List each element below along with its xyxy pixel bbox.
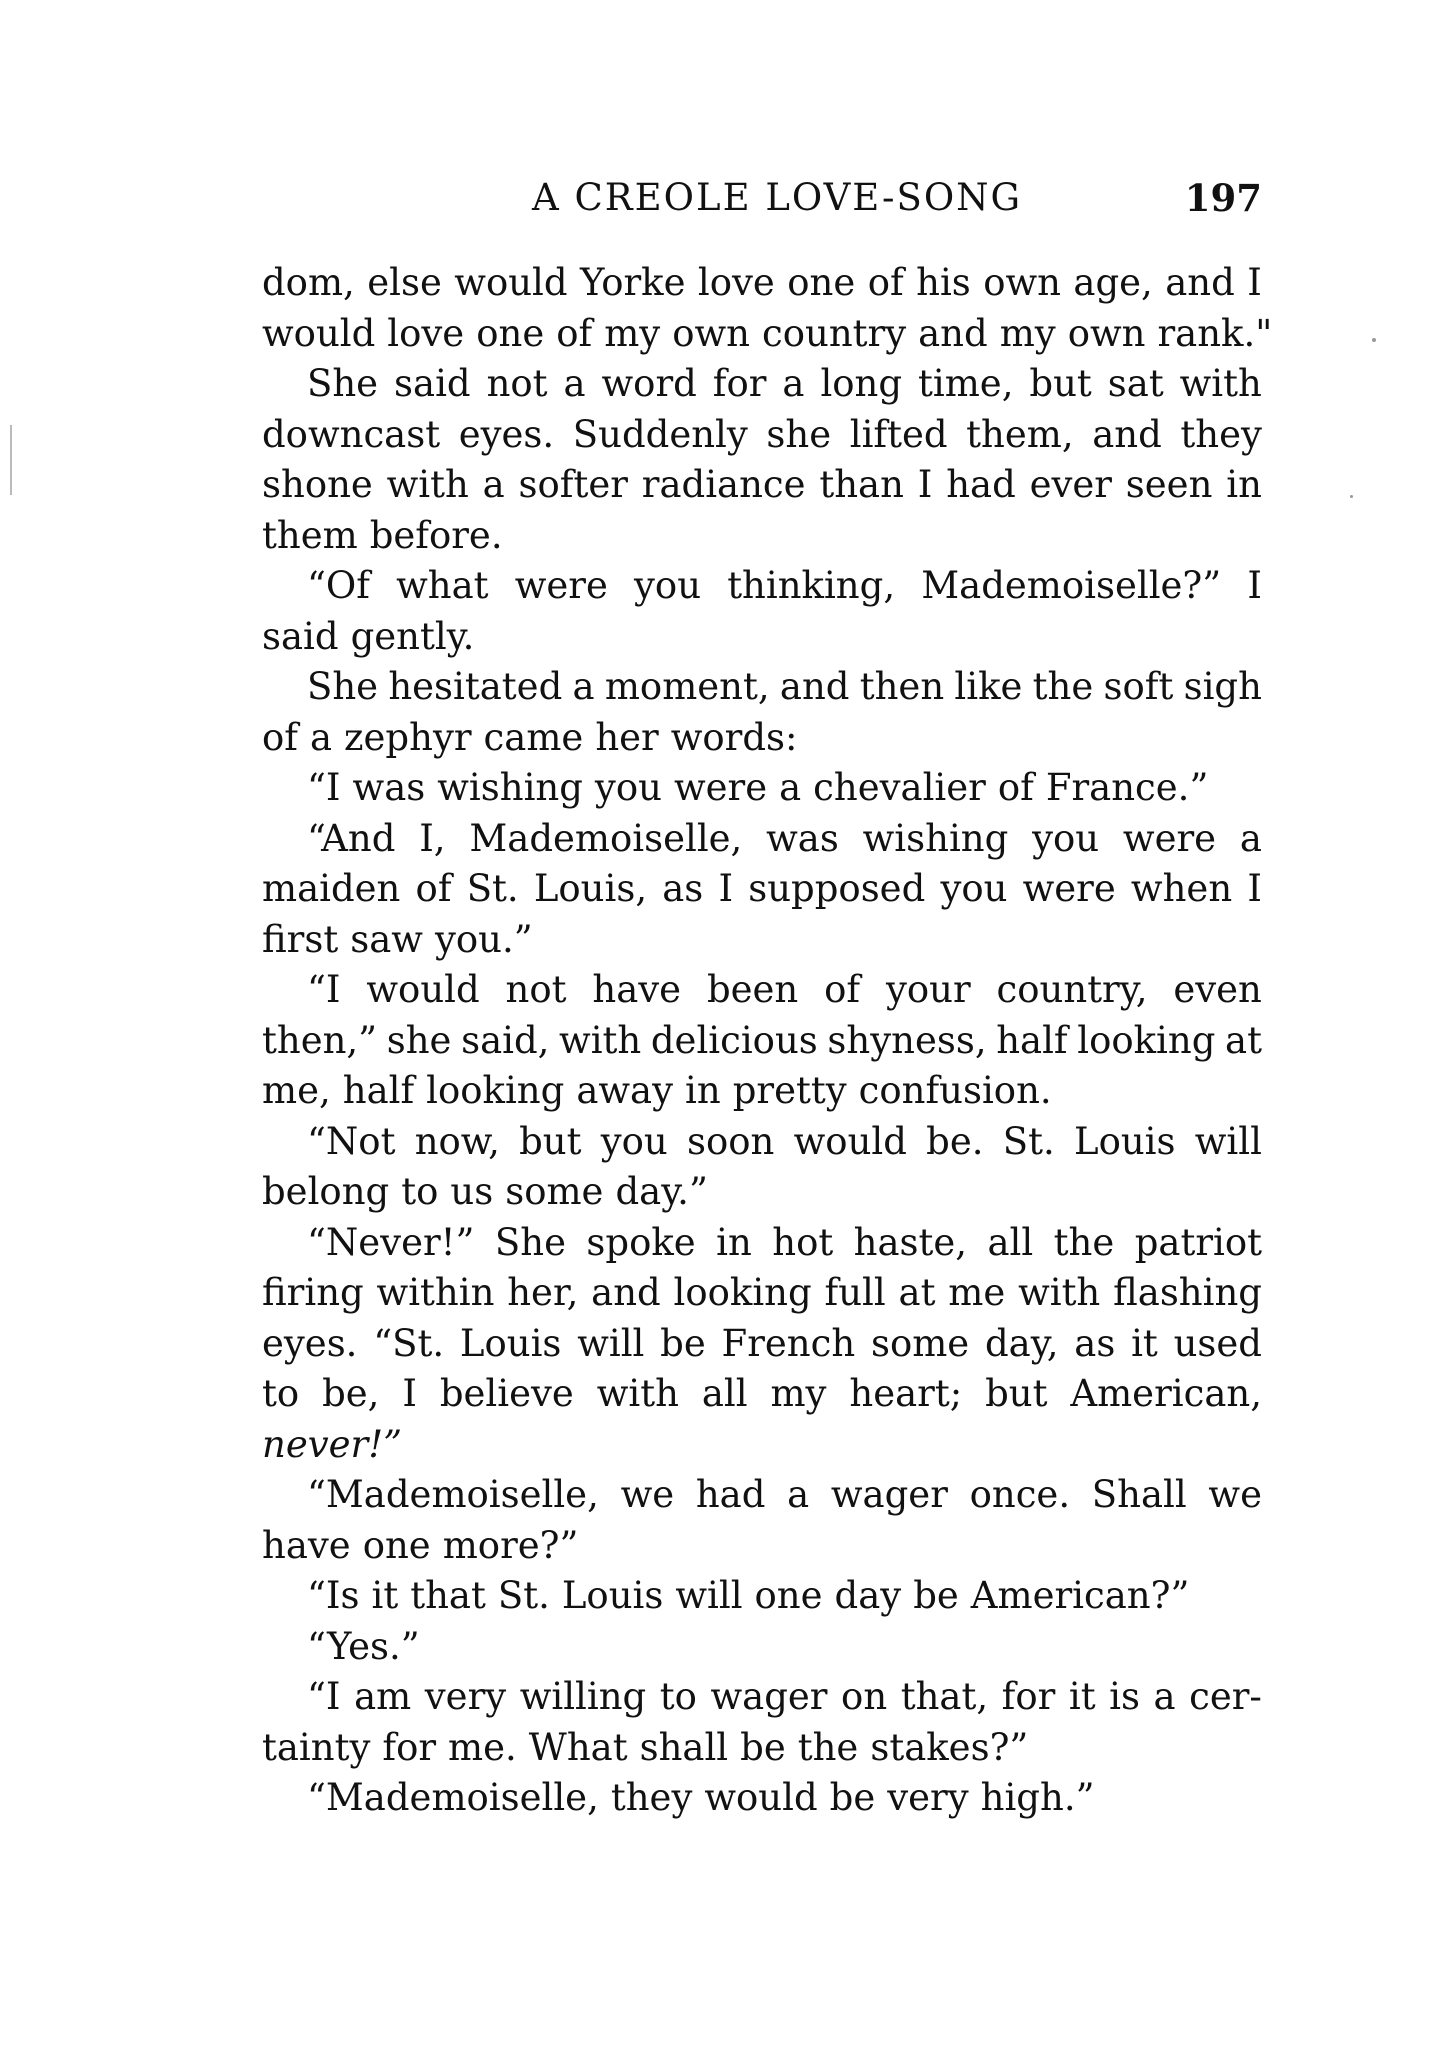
word: I — [402, 1372, 417, 1415]
word: “Yes.” — [307, 1624, 420, 1668]
word: I — [1247, 867, 1262, 910]
word: even — [1173, 968, 1262, 1011]
word: Louis — [459, 1321, 562, 1365]
word: they — [1180, 412, 1262, 456]
word: day — [834, 1574, 902, 1617]
word: them, — [966, 412, 1074, 456]
word: She — [307, 362, 379, 405]
text-line — [262, 662, 1262, 713]
word: love — [697, 261, 775, 304]
text-line — [262, 1622, 1262, 1673]
word: day, — [984, 1321, 1059, 1365]
word: What — [528, 1725, 628, 1769]
word: to — [262, 1372, 300, 1415]
word: now, — [414, 1119, 500, 1163]
word: you — [600, 1119, 668, 1163]
word: one — [476, 311, 545, 355]
word: own — [672, 311, 750, 355]
word: were — [673, 766, 768, 809]
word: “I — [307, 766, 341, 809]
word: Louis — [1074, 1119, 1176, 1163]
word: some — [505, 1170, 604, 1213]
word: for — [1001, 1675, 1056, 1718]
word: and — [918, 311, 988, 355]
word: you — [940, 867, 1008, 910]
word: haste, — [853, 1220, 968, 1264]
word: they — [610, 1776, 693, 1819]
text-line — [262, 1672, 1262, 1723]
word: never!” — [262, 1422, 402, 1466]
word: seen — [1125, 463, 1213, 506]
word: on — [841, 1675, 888, 1718]
word: my — [770, 1372, 827, 1415]
word: Mademoiselle, — [469, 816, 743, 860]
word: be — [740, 1725, 786, 1769]
word: downcast — [262, 412, 441, 456]
word: she — [766, 412, 832, 456]
word: a — [1239, 816, 1262, 860]
word: was — [766, 816, 839, 860]
word: will — [1194, 1119, 1262, 1163]
word: her — [595, 715, 659, 759]
word: confusion. — [858, 1069, 1052, 1112]
text-line — [262, 1420, 1262, 1471]
word: St. — [1002, 1119, 1055, 1163]
word: was — [352, 766, 426, 809]
word: shone — [262, 463, 373, 506]
word: us — [450, 1170, 494, 1213]
word: I — [917, 463, 933, 506]
word: would — [366, 968, 480, 1011]
word: “Not — [307, 1119, 396, 1163]
text-line — [262, 915, 1262, 966]
word: of — [415, 867, 452, 910]
word: me. — [448, 1725, 517, 1769]
word: a — [482, 463, 505, 506]
word: the — [1053, 1220, 1115, 1264]
word: soon — [687, 1119, 775, 1163]
word: She — [307, 665, 379, 708]
word: a — [779, 766, 802, 809]
word: came — [483, 715, 584, 759]
word: the — [797, 1725, 859, 1769]
word: half — [996, 1018, 1068, 1062]
word: believe — [439, 1372, 574, 1415]
word: of — [262, 715, 298, 759]
word: American?” — [970, 1574, 1190, 1617]
word: country — [762, 311, 907, 355]
word: sat — [1107, 362, 1164, 405]
word: for — [712, 362, 767, 405]
word: but — [1029, 362, 1092, 405]
word: then — [859, 665, 945, 708]
word: high.” — [980, 1776, 1095, 1819]
word: not — [505, 968, 567, 1011]
text-line — [262, 1218, 1262, 1269]
word: them — [262, 513, 358, 557]
text-line — [262, 1117, 1262, 1168]
word: tainty — [262, 1725, 371, 1769]
word: hot — [772, 1220, 834, 1264]
word: softer — [518, 463, 628, 506]
word: some — [870, 1321, 970, 1365]
word: “And — [307, 816, 396, 860]
word: rank." — [1157, 311, 1273, 355]
word: what — [396, 564, 489, 607]
text-line — [262, 1268, 1262, 1319]
word: looking — [426, 1069, 565, 1112]
text-line — [262, 1723, 1262, 1774]
word: long — [820, 362, 903, 405]
word: eyes. — [458, 412, 555, 456]
word: in — [716, 1220, 752, 1264]
word: flashing — [1113, 1271, 1262, 1314]
word: as — [662, 867, 704, 910]
word: one — [754, 1574, 823, 1617]
word: were — [1122, 816, 1217, 860]
word: Suddenly — [572, 412, 748, 456]
word: I — [1247, 564, 1262, 607]
word: willing — [519, 1675, 647, 1718]
word: I — [718, 867, 734, 910]
text-line — [262, 1470, 1262, 1521]
word: gently. — [350, 614, 475, 658]
word: time, — [918, 362, 1014, 405]
word: a — [787, 1473, 810, 1516]
word: full — [824, 1271, 886, 1314]
word: zephyr — [344, 715, 472, 759]
word: said — [394, 362, 471, 405]
word: “I — [307, 1675, 341, 1718]
word: you — [1032, 816, 1100, 860]
running-title: A CREOLE LOVE-SONG — [532, 176, 1023, 219]
word: but — [519, 1119, 582, 1163]
text-line — [262, 864, 1262, 915]
word: lifted — [849, 412, 948, 456]
word: before. — [369, 513, 503, 557]
word: we — [1208, 1473, 1262, 1516]
text-line — [262, 1016, 1262, 1067]
word: word — [601, 362, 697, 405]
word: than — [819, 463, 904, 506]
word: used — [1173, 1321, 1262, 1365]
word: Yorke — [580, 261, 686, 304]
word: at — [898, 1271, 936, 1314]
word: the — [1032, 665, 1094, 708]
word: very — [887, 1776, 969, 1819]
word: been — [706, 968, 799, 1011]
word: Louis — [561, 1574, 664, 1617]
text-line — [262, 359, 1262, 410]
word: had — [946, 463, 1016, 506]
word: wager — [710, 1675, 828, 1718]
word: a — [563, 362, 586, 405]
word: “Mademoiselle, — [307, 1473, 599, 1516]
word: her, — [507, 1271, 579, 1314]
text-line — [262, 814, 1262, 865]
word: to — [401, 1170, 439, 1213]
word: your — [885, 968, 971, 1011]
word: that — [410, 1574, 486, 1617]
word: will — [675, 1574, 743, 1617]
word: one — [787, 261, 856, 304]
word: “Mademoiselle, — [307, 1776, 599, 1819]
word: said, — [461, 1018, 550, 1062]
word: at — [1225, 1018, 1262, 1062]
word: away — [576, 1069, 674, 1112]
word: would — [793, 1119, 907, 1163]
word: all — [987, 1220, 1034, 1264]
text-line — [262, 309, 1273, 360]
word: would — [454, 261, 568, 304]
scan-speck — [1372, 338, 1376, 342]
word: saw — [350, 917, 423, 961]
word: very — [424, 1675, 507, 1718]
word: with — [386, 463, 469, 506]
word: “Of — [307, 564, 370, 607]
word: my — [604, 311, 661, 355]
word: would — [704, 1776, 818, 1819]
word: She — [494, 1220, 566, 1264]
word: France.” — [1045, 766, 1209, 809]
word: Shall — [1091, 1473, 1187, 1516]
word: country, — [996, 968, 1148, 1011]
word: supposed — [748, 867, 926, 910]
word: for — [382, 1725, 437, 1769]
word: else — [367, 261, 442, 304]
word: am — [354, 1675, 412, 1718]
word: it — [1131, 1321, 1158, 1365]
word: have — [262, 1523, 351, 1567]
word: we — [620, 1473, 675, 1516]
word: were — [1022, 867, 1116, 910]
word: is — [1109, 1675, 1140, 1718]
word: of — [997, 766, 1034, 809]
word: more?” — [442, 1523, 579, 1567]
word: you — [634, 564, 702, 607]
word: it — [1068, 1675, 1096, 1718]
word: first — [262, 917, 339, 961]
word: chevalier — [813, 766, 986, 809]
word: in — [1226, 463, 1262, 506]
word: like — [954, 665, 1023, 708]
word: were — [514, 564, 608, 607]
word: stakes?” — [870, 1725, 1029, 1769]
word: as — [1074, 1321, 1116, 1365]
text-line — [262, 1167, 1262, 1218]
word: American, — [1070, 1372, 1262, 1415]
word: Mademoiselle?” — [921, 564, 1222, 607]
word: me — [948, 1271, 1006, 1314]
word: with — [1018, 1271, 1101, 1314]
word: “Never!” — [307, 1220, 475, 1264]
word: a — [1153, 1675, 1176, 1718]
word: it — [371, 1574, 399, 1617]
text-line — [262, 1319, 1262, 1370]
word: firing — [262, 1271, 364, 1314]
word: eyes. — [262, 1321, 358, 1365]
word: be, — [322, 1372, 380, 1415]
running-header — [262, 176, 1262, 226]
word: sigh — [1183, 665, 1262, 708]
word: you — [594, 766, 662, 809]
text-line — [262, 410, 1262, 461]
word: I, — [419, 816, 446, 860]
word: but — [985, 1372, 1048, 1415]
scan-edge-mark — [10, 425, 12, 495]
word: then,” — [262, 1018, 378, 1062]
word: when — [1130, 867, 1233, 910]
word: that, — [900, 1675, 989, 1718]
word: dom, — [262, 261, 355, 304]
word: with — [1179, 362, 1262, 405]
word: a — [572, 665, 595, 708]
word: patriot — [1134, 1220, 1262, 1264]
word: with — [559, 1018, 642, 1062]
word: of — [867, 261, 904, 304]
word: half — [342, 1069, 415, 1112]
word: age, — [1073, 261, 1153, 304]
word: you.” — [434, 917, 533, 961]
word: be — [829, 1776, 876, 1819]
word: would — [262, 311, 376, 355]
text-line — [262, 612, 1262, 663]
word: cer- — [1189, 1675, 1262, 1718]
word: not — [486, 362, 548, 405]
word: own — [1067, 311, 1146, 355]
word: hesitated — [388, 665, 563, 708]
word: me, — [262, 1069, 331, 1112]
word: love — [387, 311, 465, 355]
word: and — [1092, 412, 1162, 456]
word: thinking, — [727, 564, 896, 607]
word: I — [1247, 261, 1262, 304]
word: and — [591, 1271, 661, 1314]
word: all — [701, 1372, 748, 1415]
word: with — [596, 1372, 679, 1415]
word: be — [660, 1321, 706, 1365]
word: wager — [830, 1473, 948, 1516]
word: words: — [670, 715, 798, 759]
word: St. — [466, 867, 519, 910]
word: ever — [1029, 463, 1112, 506]
word: spoke — [586, 1220, 696, 1264]
text-line — [262, 763, 1262, 814]
body-text — [262, 258, 1273, 1824]
word: once. — [969, 1473, 1071, 1516]
word: belong — [262, 1170, 390, 1213]
word: his — [916, 261, 971, 304]
text-line — [262, 561, 1262, 612]
text-line — [262, 1066, 1262, 1117]
word: shall — [639, 1725, 729, 1769]
word: French — [721, 1321, 856, 1365]
word: of — [556, 311, 593, 355]
word: a — [309, 715, 333, 759]
text-line — [262, 1369, 1262, 1420]
word: looking — [1077, 1018, 1216, 1062]
word: within — [376, 1271, 495, 1314]
word: moment, — [604, 665, 770, 708]
word: heart; — [849, 1372, 963, 1415]
word: pretty — [732, 1069, 847, 1112]
word: one — [362, 1523, 431, 1567]
word: soft — [1103, 665, 1174, 708]
word: maiden — [262, 867, 401, 910]
word: to — [659, 1675, 697, 1718]
word: will — [577, 1321, 645, 1365]
word: in — [685, 1069, 721, 1112]
word: wishing — [862, 816, 1009, 860]
text-line — [262, 713, 1262, 764]
text-line — [262, 511, 1262, 562]
word: be — [913, 1574, 959, 1617]
word: “I — [307, 968, 341, 1011]
word: said — [262, 614, 339, 658]
word: delicious — [650, 1018, 818, 1062]
word: “St. — [373, 1321, 445, 1365]
word: St. — [497, 1574, 550, 1617]
page-number: 197 — [1184, 176, 1262, 220]
text-line — [262, 258, 1262, 309]
text-line — [262, 1571, 1262, 1622]
word: and — [779, 665, 850, 708]
word: shyness, — [827, 1018, 987, 1062]
word: she — [386, 1018, 452, 1062]
word: a — [782, 362, 805, 405]
text-line — [262, 965, 1262, 1016]
scan-speck — [1350, 495, 1353, 498]
word: own — [983, 261, 1061, 304]
word: be. — [926, 1119, 984, 1163]
text-line — [262, 1521, 1262, 1572]
word: radiance — [641, 463, 806, 506]
word: my — [999, 311, 1056, 355]
word: “Is — [307, 1574, 360, 1617]
text-line — [262, 460, 1262, 511]
word: day.” — [615, 1170, 708, 1213]
word: wishing — [437, 766, 583, 809]
text-line — [262, 1773, 1262, 1824]
word: and — [1165, 261, 1235, 304]
word: of — [824, 968, 861, 1011]
word: have — [592, 968, 682, 1011]
word: Louis, — [533, 867, 648, 910]
word: had — [695, 1473, 766, 1516]
word: looking — [673, 1271, 812, 1314]
